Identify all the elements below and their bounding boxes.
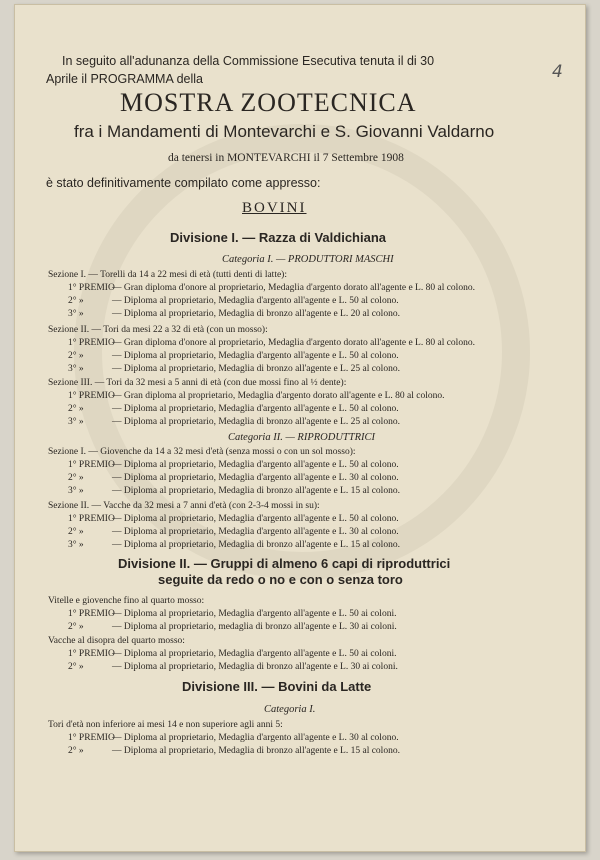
prize-line: 3° » — Diploma al proprietario, Medaglia di bronzo all'agente e L. 25 al colono. — [68, 364, 400, 374]
section-heading: Sezione II. — Vacche da 32 mesi a 7 anni d'età (con 2-3-4 mossi in su): — [48, 501, 320, 511]
prize-line: 1° PREMIO— Gran diploma al proprietario, Medaglia d'argento dorato all'agente e L. 80 al colono. — [68, 391, 445, 401]
prize-line: 1° PREMIO— Diploma al proprietario, Medaglia d'argento all'agente e L. 50 al colono. — [68, 460, 399, 470]
prize-line: 2° » — Diploma al proprietario, medaglia di bronzo all'agente e L. 30 ai coloni. — [68, 622, 397, 632]
prize-line: 3° » — Diploma al proprietario, Medaglia di bronzo all'agente e L. 15 al colono. — [68, 486, 400, 496]
intro-line-1: In seguito all'adunanza della Commissione Esecutiva tenuta il di 30 — [62, 54, 435, 68]
group-heading: Tori d'età non inferiore ai mesi 14 e non superiore agli anni 5: — [48, 720, 283, 730]
prize-line: 3° » — Diploma al proprietario, Medaglia di bronzo all'agente e L. 15 al colono. — [68, 540, 400, 550]
prize-line: 1° PREMIO— Diploma al proprietario, Medaglia d'argento all'agente e L. 50 al colono. — [68, 514, 399, 524]
division-3-title: Divisione III. — Bovini da Latte — [182, 679, 372, 694]
section-heading: Sezione III. — Tori da 32 mesi a 5 anni di età (con due mossi fino al ½ dente): — [48, 378, 347, 388]
group-heading: Vitelle e giovenche fino al quarto mosso: — [48, 596, 205, 606]
prize-line: 1° PREMIO— Diploma al proprietario, Medaglia d'argento all'agente e L. 30 al colono. — [68, 733, 399, 743]
section-heading: Sezione I. — Torelli da 14 a 22 mesi di età (tutti denti di latte): — [48, 270, 287, 280]
category-title: Categoria I. — [264, 704, 316, 715]
page-subtitle: fra i Mandamenti di Montevarchi e S. Giovanni Valdarno — [74, 122, 495, 141]
prize-line: 1° PREMIO— Gran diploma d'onore al proprietario, Medaglia d'argento dorato all'agente e L. 80 al colono. — [68, 283, 475, 293]
group-heading: Vacche al disopra del quarto mosso: — [48, 636, 185, 646]
document-sheet — [14, 4, 586, 852]
prize-line: 3° » — Diploma al proprietario, Medaglia di bronzo all'agente e L. 25 al colono. — [68, 417, 400, 427]
prize-line: 2° » — Diploma al proprietario, Medaglia d'argento all'agente e L. 50 al colono. — [68, 404, 399, 414]
date-line: da tenersi in MONTEVARCHI il 7 Settembre 1908 — [168, 152, 404, 164]
category-2-title: Categoria II. — RIPRODUTTRICI — [228, 432, 375, 443]
prize-line: 2° » — Diploma al proprietario, Medaglia di bronzo all'agente e L. 30 ai coloni. — [68, 662, 398, 672]
page-number: 4 — [552, 62, 563, 82]
prize-line: 2° » — Diploma al proprietario, Medaglia d'argento all'agente e L. 30 al colono. — [68, 473, 399, 483]
section-heading: Sezione II. — Tori da mesi 22 a 32 di età (con un mosso): — [48, 325, 268, 335]
category-1-title: Categoria I. — PRODUTTORI MASCHI — [222, 254, 394, 265]
prize-line: 2° » — Diploma al proprietario, Medaglia d'argento all'agente e L. 50 al colono. — [68, 296, 399, 306]
prize-line: 1° PREMIO— Gran diploma d'onore al proprietario, Medaglia d'argento dorato all'agente e L. 80 al colono. — [68, 338, 475, 348]
prize-line: 2° » — Diploma al proprietario, Medaglia di bronzo all'agente e L. 15 al colono. — [68, 746, 400, 756]
compiled-line: è stato definitivamente compilato come appresso: — [46, 176, 321, 190]
intro-line-2: Aprile il PROGRAMMA della — [46, 72, 203, 86]
prize-line: 2° » — Diploma al proprietario, Medaglia d'argento all'agente e L. 50 al colono. — [68, 351, 399, 361]
section-heading: Sezione I. — Giovenche da 14 a 32 mesi d'età (senza mossi o con un sol mosso): — [48, 447, 356, 457]
prize-line: 3° » — Diploma al proprietario, Medaglia di bronzo all'agente e L. 20 al colono. — [68, 309, 400, 319]
division-2-title: Divisione II. — Gruppi di almeno 6 capi di riproduttrici — [118, 556, 451, 571]
page-title: MOSTRA ZOOTECNICA — [120, 88, 417, 117]
division-1-title: Divisione I. — Razza di Valdichiana — [170, 230, 387, 245]
prize-line: 2° » — Diploma al proprietario, Medaglia d'argento all'agente e L. 30 al colono. — [68, 527, 399, 537]
prize-line: 1° PREMIO— Diploma al proprietario, Medaglia d'argento all'agente e L. 50 ai coloni. — [68, 649, 397, 659]
prize-line: 1° PREMIO— Diploma al proprietario, Medaglia d'argento all'agente e L. 50 ai coloni. — [68, 609, 397, 619]
division-2-subtitle: seguite da redo o no e con o senza toro — [158, 572, 403, 587]
section-title: BOVINI — [242, 200, 307, 216]
